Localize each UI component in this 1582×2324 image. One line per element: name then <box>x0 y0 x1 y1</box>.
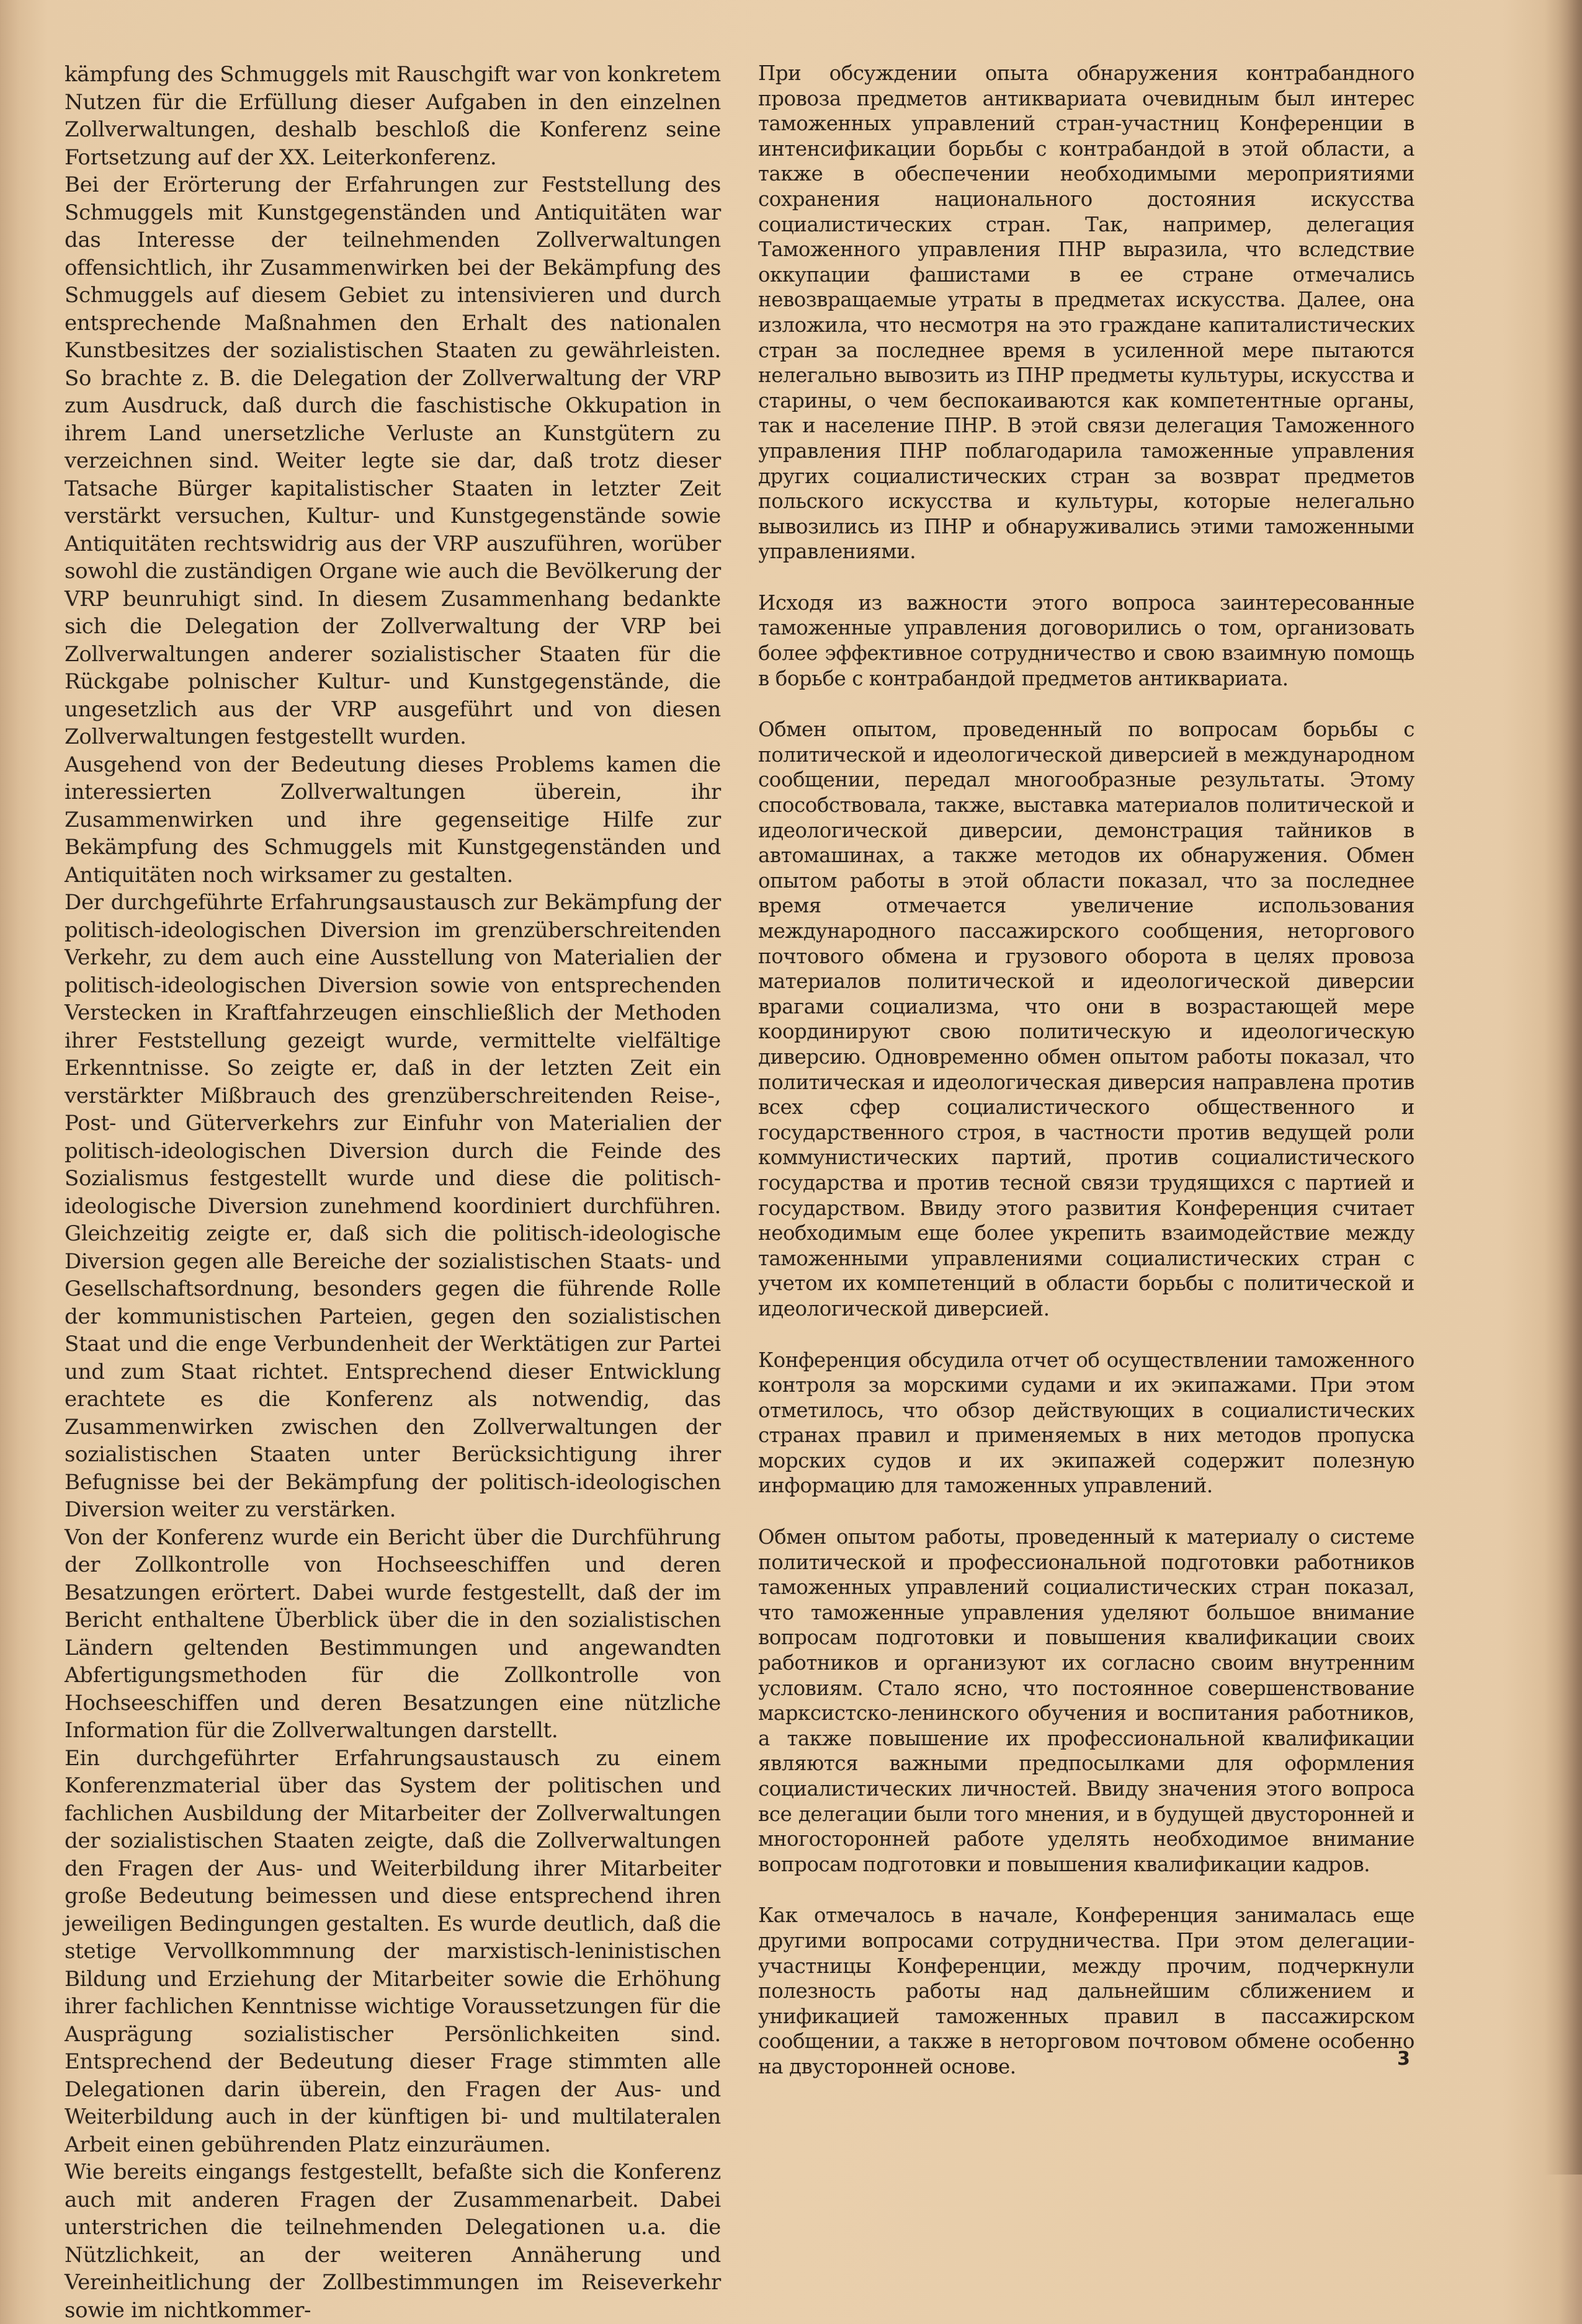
page-number: 3 <box>1397 2048 1410 2070</box>
german-paragraph: Der durchgeführte Erfahrungsaustausch zur Bekämpfung der politisch-ideologischen Diversion im grenzüberschreitenden Verkehr, zu dem auch eine Ausstellung von Materialien der politisch-ideologischen Diversion sowie von entsprechenden Verstecken in Kraftfahrzeugen einschließlich der Methoden ihrer Feststellung gezeigt wurde, vermittelte vielfältige Erkenntnisse. So zeigte er, daß in der letzten Zeit ein verstärkter Mißbrauch des grenzüberschreitenden Reise-, Post- und Güterverkehrs zur Einfuhr von Materialien der politisch-ideologischen Diversion durch die Feinde des Sozialismus festgestellt wurde und diese die politisch-ideologische Diversion zunehmend koordiniert durchführen. Gleichzeitig zeigte er, daß sich die politisch-ideologische Diversion gegen alle Bereiche der sozialistischen Staats- und Gesellschaftsordnung, besonders gegen die führende Rolle der kommunistischen Parteien, gegen den sozialistischen Staat und die enge Verbundenheit der Werktätigen zur Partei und zum Staat richtet. Entsprechend dieser Entwicklung erachtete es die Konferenz als notwendig, das Zusammenwirken zwischen den Zollverwaltungen der sozialistischen Staaten unter Berücksichtigung ihrer Befugnisse bei der Bekämpfung der politisch-ideologischen Diversion weiter zu verstärken. <box>65 890 721 1522</box>
german-paragraph: Bei der Erörterung der Erfahrungen zur Feststellung des Schmuggels mit Kunstgegenständen und Antiquitäten war das Interesse der teilnehmenden Zollverwaltungen offensichtlich, ihr Zusammenwirken bei der Bekämpfung des Schmuggels auf diesem Gebiet zu intensivieren und durch entsprechende Maßnahmen den Erhalt des nationalen Kunstbesitzes der sozialistischen Staaten zu gewährleisten. So brachte z. B. die Delegation der Zollverwaltung der VRP zum Ausdruck, daß durch die faschistische Okkupation in ihrem Land unersetzliche Verluste an Kunstgütern zu verzeichnen sind. Weiter legte sie dar, daß trotz dieser Tatsache Bürger kapitalistischer Staaten in letzter Zeit verstärkt versuchen, Kultur- und Kunstgegenstände sowie Antiquitäten rechtswidrig aus der VRP auszuführen, worüber sowohl die zuständigen Organe wie auch die Bevölkerung der VRP beunruhigt sind. In diesem Zusammenhang bedankte sich die Delegation der Zollverwaltung der VRP bei Zollverwaltungen anderer sozialistischer Staaten für die Rückgabe polnischer Kultur- und Kunstgegenstände, die ungesetzlich aus der VRP ausgeführt und von diesen Zollverwaltungen festgestellt wurden. <box>65 172 721 749</box>
russian-paragraph: Исходя из важности этого вопроса заинтересованные таможенные управления договорились о том, организовать более эффективное сотрудничество и свою взаимную помощь в борьбе с контрабандой предметов антиквариата. <box>758 590 1414 690</box>
german-paragraph: Ausgehend von der Bedeutung dieses Problems kamen die interessierten Zollverwaltungen überein, ihr Zusammenwirken und ihre gegenseitige Hilfe zur Bekämpfung des Schmuggels mit Kunstgegenständen und Antiquitäten noch wirksamer zu gestalten. <box>65 752 721 888</box>
russian-text-column <box>758 61 1414 2080</box>
german-text-column <box>65 61 721 2324</box>
russian-paragraph: Обмен опытом, проведенный по вопросам борьбы с политической и идеологической диверсией в международном сообщении, передал многообразные результаты. Этому способствовала, также, выставка материалов политической и идеологической диверсии, демонстрация тайников в автомашинах, а также методов их обнаружения. Обмен опытом работы в этой области показал, что за последнее время отмечается увеличение использования международного пассажирского сообщения, неторгового почтового обмена и грузового оборота в целях провоза материалов политической и идеологической диверсии врагами социализма, что они в возрастающей мере координируют свою политическую и идеологическую диверсию. Одновременно обмен опытом работы показал, что политическая и идеологическая диверсия направлена против всех сфер социалистического общественного и государственного строя, в частности против ведущей роли коммунистических партий, против социалистического государства и против тесной связи трудящихся с партией и государством. Ввиду этого развития Конференция считает необходимым еще более укрепить взаимодействие между таможенными управлениями социалистических стран с учетом их компетенций в области борьбы с политической и идеологической диверсией. <box>758 718 1414 1320</box>
page-edge-shadow <box>1545 0 1582 2175</box>
german-paragraph: Von der Konferenz wurde ein Bericht über die Durchführung der Zollkontrolle von Hochseeschiffen und deren Besatzungen erörtert. Dabei wurde festgestellt, daß der im Bericht enthaltene Überblick über die in den sozialistischen Ländern geltenden Bestimmungen und angewandten Abfertigungsmethoden für die Zollkontrolle von Hochseeschiffen und deren Besatzungen eine nützliche Information für die Zollverwaltungen darstellt. <box>65 1525 721 1743</box>
russian-paragraph: При обсуждении опыта обнаружения контрабандного провоза предметов антиквариата очевидным был интерес таможенных управлений стран-участниц Конференции в интенсификации борьбы с контрабандой в этой области, а также в обеспечении необходимыми мероприятиями сохранения национального достояния искусства социалистических стран. Так, например, делегация Таможенного управления ПНР выразила, что вследствие оккупации фашистами в ее стране отмечались невозвращаемые утраты в предметах искусства. Далее, она изложила, что несмотря на это граждане капиталистических стран за последнее время в усиленной мере пытаются нелегально вывозить из ПНР предметы культуры, искусства и старины, о чем беспокаиваются как компетентные органы, так и население ПНР. В этой связи делегация Таможенного управления ПНР поблагодарила таможенные управления других социалистических стран за возврат предметов польского искусства и культуры, которые нелегально вывозились из ПНР и обнаруживались этими таможенными управлениями. <box>758 61 1414 564</box>
russian-paragraph: Обмен опытом работы, проведенный к материалу о системе политической и профессиональной подготовки работников таможенных управлений социалистических стран показал, что таможенные управления уделяют большое внимание вопросам подготовки и повышения квалификации своих работников и организуют их согласно своим внутренним условиям. Стало ясно, что постоянное совершенствование марксистско-ленинского обучения и воспитания работников, а также повышение их профессиональной квалификации являются важными предпосылками для оформления социалистических личностей. Ввиду значения этого вопроса все делегации были того мнения, и в будущей двусторонней и многосторонней работе уделять необходимое внимание вопросам подготовки и повышения квалификации кадров. <box>758 1525 1414 1876</box>
russian-paragraph: Как отмечалось в начале, Конференция занималась еще другими вопросами сотрудничества. При этом делегации-участницы Конференции, между прочим, подчеркнули полезность работы над дальнейшим сближением и унификацией таможенных правил в пассажирском сообщении, а также в неторговом почтовом обмене особенно на двусторонней основе. <box>758 1903 1414 2078</box>
german-paragraph: Ein durchgeführter Erfahrungsaustausch zu einem Konferenzmaterial über das System der politischen und fachlichen Ausbildung der Mitarbeiter der Zollverwaltungen der sozialistischen Staaten zeigte, daß die Zollverwaltungen den Fragen der Aus- und Weiterbildung ihrer Mitarbeiter große Bedeutung beimessen und diese entsprechend ihren jeweiligen Bedingungen gestalten. Es wurde deutlich, daß die stetige Vervollkommnung der marxistisch-leninistischen Bildung und Erziehung der Mitarbeiter sowie die Erhöhung ihrer fachlichen Kenntnisse wichtige Voraussetzungen für die Ausprägung sozialistischer Persönlichkeiten sind. Entsprechend der Bedeutung dieser Frage stimmten alle Delegationen darin überein, den Fragen der Aus- und Weiterbildung auch in der künftigen bi- und multilateralen Arbeit einen gebührenden Platz einzuräumen. <box>65 1745 721 2157</box>
russian-paragraph: Конференция обсудила отчет об осуществлении таможенного контроля за морскими судами и их экипажами. При этом отметилось, что обзор действующих в социалистических странах правил и применяемых в них методов пропуска морских судов и их экипажей содержит полезную информацию для таможенных управлений. <box>758 1348 1414 1498</box>
german-paragraph: Wie bereits eingangs festgestellt, befaßte sich die Konferenz auch mit anderen Fragen der Zusammenarbeit. Dabei unterstrichen die teilnehmenden Delegationen u.a. die Nützlichkeit, an der weiteren Annäherung und Vereinheitlichung der Zollbestimmungen im Reiseverkehr sowie im nichtkommer- <box>65 2160 721 2323</box>
german-paragraph: kämpfung des Schmuggels mit Rauschgift war von konkretem Nutzen für die Erfüllung dieser Aufgaben in den einzelnen Zollverwaltungen, deshalb beschloß die Konferenz seine Fortsetzung auf der XX. Leiterkonferenz. <box>65 62 721 170</box>
